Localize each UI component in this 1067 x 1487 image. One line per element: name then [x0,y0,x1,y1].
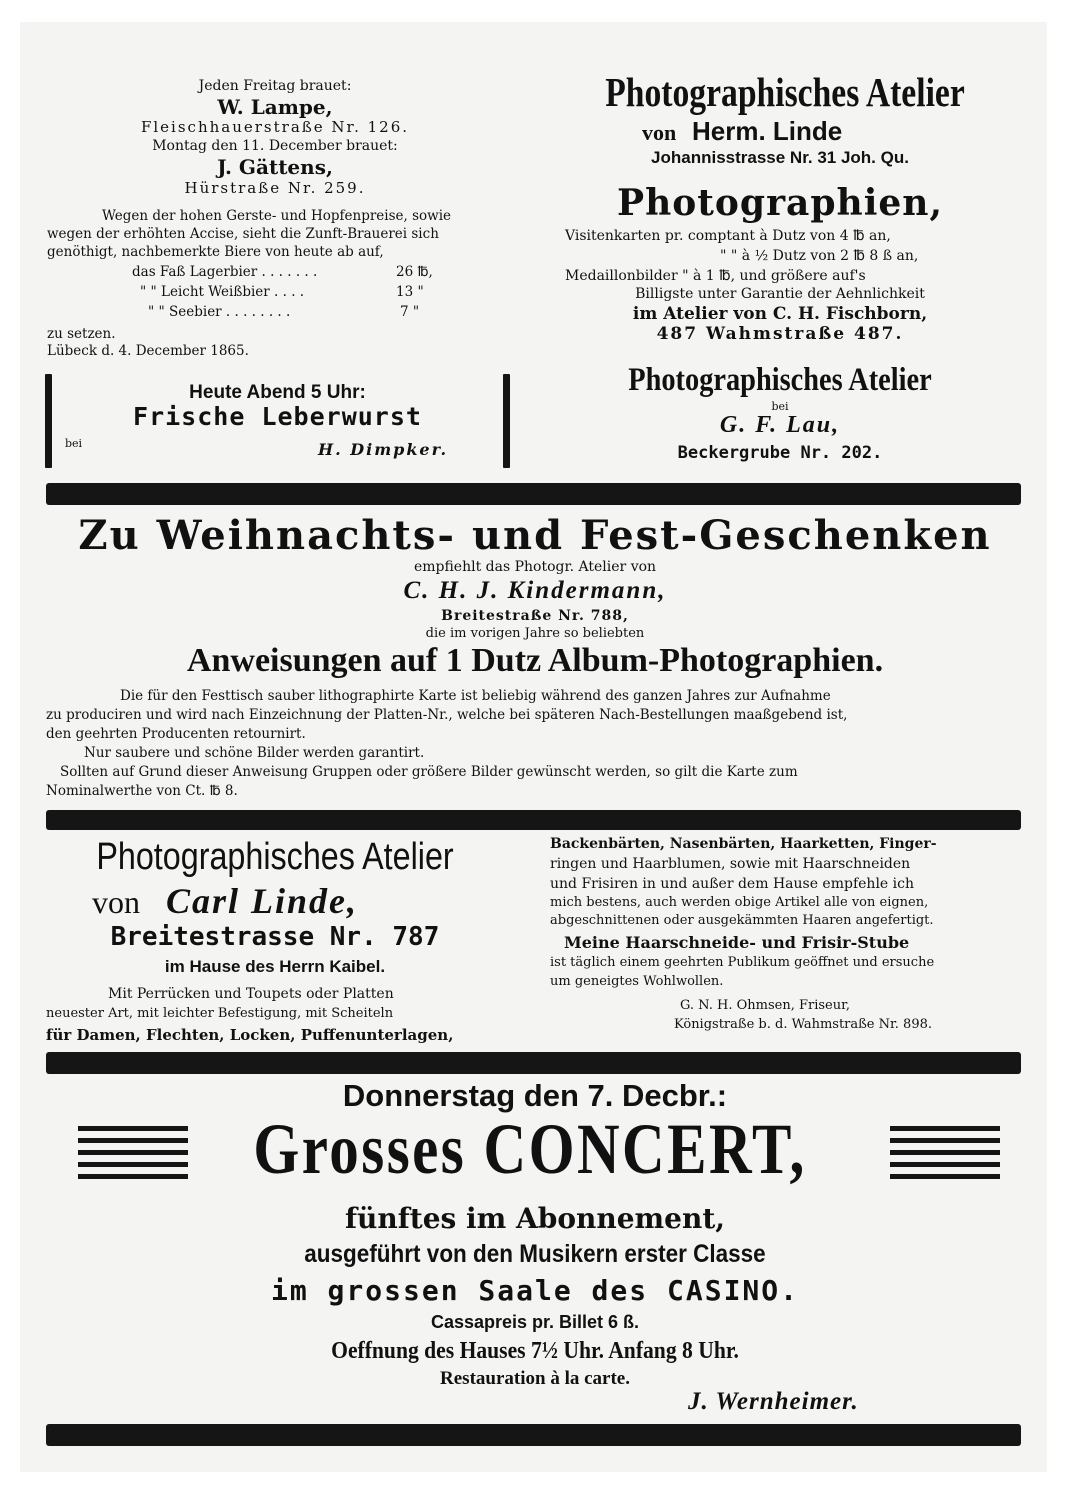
brewer-name-lampe: W. Lampe, [217,95,333,119]
ohmsen-signature: G. N. H. Ohmsen, Friseur, [680,998,851,1013]
herm-linde-von: von [642,120,677,145]
fischborn-line: Medaillonbilder " à 1 ℔, und größere auf's [565,268,866,284]
herm-linde-name: Herm. Linde [692,116,843,146]
concert-title: Grosses CONCERT, [253,1109,807,1189]
fischborn-line: Billigste unter Garantie der Aehnlichkeit [635,286,925,302]
kindermann-offer: Anweisungen auf 1 Dutz Album-Photographien. [186,642,884,679]
concert-times: Oeffnung des Hauses 7½ Uhr. Anfang 8 Uhr. [331,1338,739,1364]
brewer-address-lampe: Fleischhauerstraße Nr. 126. [140,118,410,136]
separator-rule [46,483,1021,505]
ohmsen-body-line: Meine Haarschneide- und Frisir-Stube [564,933,910,952]
brewery-closing: zu setzen. [47,326,116,342]
concert-restauration: Restauration à la carte. [440,1368,630,1389]
brewery-intro-2: Montag den 11. December brauet: [152,138,398,154]
newspaper-page [20,22,1047,1472]
concert-venue: im grossen Saale des CASINO. [270,1274,799,1307]
kindermann-body-line: Die für den Festtisch sauber lithographirte Karte ist beliebig während des ganzen Jahres zur Aufnahme [120,688,831,704]
ohmsen-body-line: ist täglich einem geehrten Publikum geöffnet und ersuche [550,955,935,970]
price-item: " " Seebier . . . . . . . . [148,304,291,320]
lau-title: Photographisches Atelier [628,362,932,398]
kindermann-body-line: Nominalwerthe von Ct. ℔ 8. [46,783,238,799]
kindermann-body-line: Sollten auf Grund dieser Anweisung Gruppen oder größere Bilder gewünscht werden, so gilt die Karte zum [60,764,798,780]
ohmsen-body-line: abgeschnittenen oder ausgekämmten Haaren angefertigt. [550,913,934,928]
separator-rule [46,1424,1021,1446]
ohmsen-body-line: und Frisiren in und außer dem Hause empfehle ich [550,876,914,892]
fischborn-title: Photographien, [617,182,943,224]
price-value: 7 " [400,304,420,320]
ohmsen-body-line: mich bestens, auch werden obige Artikel alle von eignen, [550,895,929,910]
dimpker-time: Heute Abend 5 Uhr: [189,382,366,403]
lau-bei: bei [771,400,789,413]
separator-rule [46,810,1021,830]
box-border-left [45,374,52,468]
carl-linde-von: von [92,884,140,920]
brewer-name-gaettens: J. Gättens, [217,155,333,179]
herm-linde-title: Photographisches Atelier [605,69,965,115]
dimpker-name: H. Dimpker. [318,440,449,459]
kindermann-body-line: Nur saubere und schöne Bilder werden garantirt. [84,745,425,761]
herm-linde-address: Johannisstrasse Nr. 31 Joh. Qu. [651,148,909,167]
kindermann-headline: Zu Weihnachts- und Fest-Geschenken [78,512,992,559]
ohmsen-body-line: ringen und Haarblumen, sowie mit Haarschneiden [550,856,911,872]
carl-linde-address: Breitestrasse Nr. 787 [110,922,440,952]
carl-linde-body-line: neuester Art, mit leichter Befestigung, mit Scheiteln [46,1006,394,1021]
kindermann-name: C. H. J. Kindermann, [403,577,667,604]
brewery-body-line: Wegen der hohen Gerste- und Hopfenpreise, sowie [102,208,452,224]
carl-linde-name: Carl Linde, [166,881,359,921]
price-item: das Faß Lagerbier . . . . . . . [132,264,318,280]
brewery-intro: Jeden Freitag brauet: [198,78,352,94]
brewery-body-line: wegen der erhöhten Accise, sieht die Zunft-Brauerei sich [47,226,439,242]
kindermann-body-line: den geehrten Producenten retournirt. [46,726,306,742]
carl-linde-body-line: Mit Perrücken und Toupets oder Platten [108,986,394,1002]
ohmsen-body-line: um geneigtes Wohlwollen. [550,974,724,989]
kindermann-intro-2: die im vorigen Jahre so beliebten [425,626,645,641]
dimpker-product: Frische Leberwurst [133,402,422,431]
price-value: 13 " [396,284,424,300]
dimpker-bei: bei [65,437,83,450]
carl-linde-house: im Hause des Herrn Kaibel. [164,957,386,976]
kindermann-body-line: zu produciren und wird nach Einzeichnung der Platten-Nr., welche bei späteren Nach-Bestellungen maaßgebend ist, [46,707,848,723]
carl-linde-body-line: für Damen, Flechten, Locken, Puffenunterlagen, [46,1026,454,1044]
ohmsen-body-line: Backenbärten, Nasenbärten, Haarketten, Finger- [550,836,937,852]
carl-linde-title: Photographisches Atelier [96,836,454,878]
lau-address: Beckergrube Nr. 202. [677,443,883,463]
separator-rule [46,1052,1021,1074]
kindermann-intro: empfiehlt das Photogr. Atelier von [413,559,657,575]
lau-name: G. F. Lau, [719,412,841,438]
concert-price: Cassapreis pr. Billet 6 ß. [430,1312,640,1332]
concert-organizer: J. Wernheimer. [688,1388,859,1415]
brewer-address-gaettens: Hürstraße Nr. 259. [184,179,366,197]
price-value: 26 ℔, [396,264,433,280]
fischborn-address: 487 Wahmstraße 487. [656,324,904,344]
concert-date: Donnerstag den 7. Decbr.: [342,1078,728,1113]
box-border-right [503,374,510,468]
ohmsen-address: Königstraße b. d. Wahmstraße Nr. 898. [674,1017,933,1032]
concert-performers: ausgeführt von den Musikern erster Classe [304,1240,766,1268]
fischborn-line: Visitenkarten pr. comptant à Dutz von 4 ℔ an, [565,228,891,244]
kindermann-address: Breitestraße Nr. 788, [441,608,629,624]
brewery-body-line: genöthigt, nachbemerkte Biere von heute ab auf, [47,244,384,260]
concert-subtitle: fünftes im Abonnement, [344,1202,726,1235]
price-item: " " Leicht Weißbier . . . . [140,284,305,300]
fischborn-line: " " à ½ Dutz von 2 ℔ 8 ß an, [720,248,919,264]
brewery-date: Lübeck d. 4. December 1865. [47,343,249,359]
fischborn-atelier: im Atelier von C. H. Fischborn, [632,304,928,324]
